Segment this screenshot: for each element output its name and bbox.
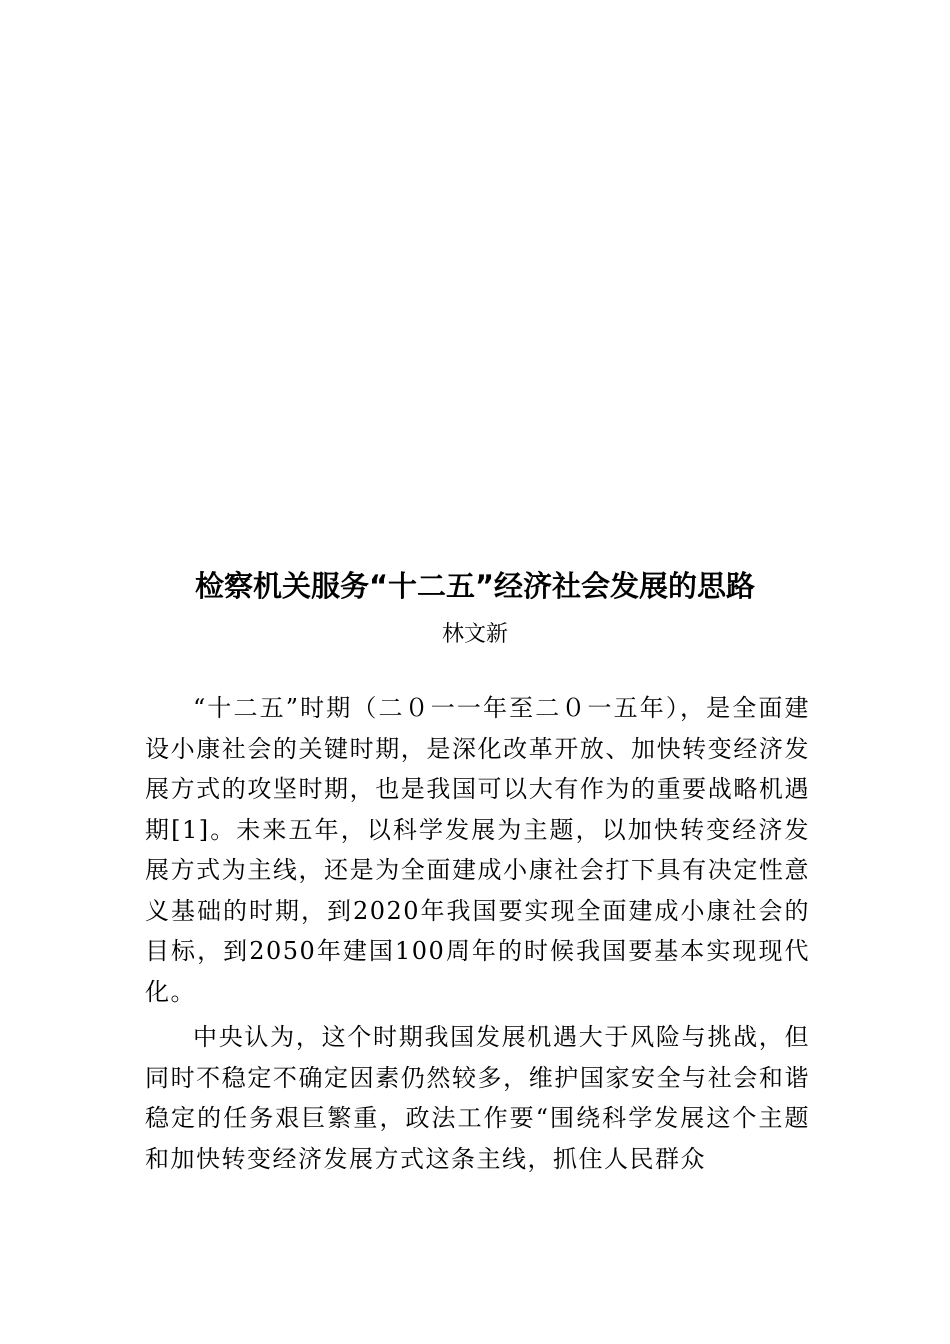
paragraph: “十二五”时期（二０一一年至二０一五年），是全面建设小康社会的关键时期，是深化改革开放、加快转变经济发展方式的攻坚时期，也是我国可以大有作为的重要战略机遇期[1]。未来五年，以科学发展为主题，以加快转变经济发展方式为主线，还是为全面建成小康社会打下具有决定性意义基础的时期，到2020年我国要实现全面建成小康社会的目标，到2050年建国100周年的时候我国要基本实现现代化。: [145, 694, 810, 1006]
paragraph: 中央认为，这个时期我国发展机遇大于风险与挑战，但同时不稳定不确定因素仍然较多，维护国家安全与社会和谐稳定的任务艰巨繁重，政法工作要“围绕科学发展这个主题和加快转变经济发展方式这条主线，抓住人民群众: [145, 1023, 810, 1173]
document-body: [145, 688, 810, 1184]
document-author: 林文新: [441, 622, 508, 647]
document-title: 检察机关服务“十二五”经济社会发展的思路: [194, 569, 756, 603]
